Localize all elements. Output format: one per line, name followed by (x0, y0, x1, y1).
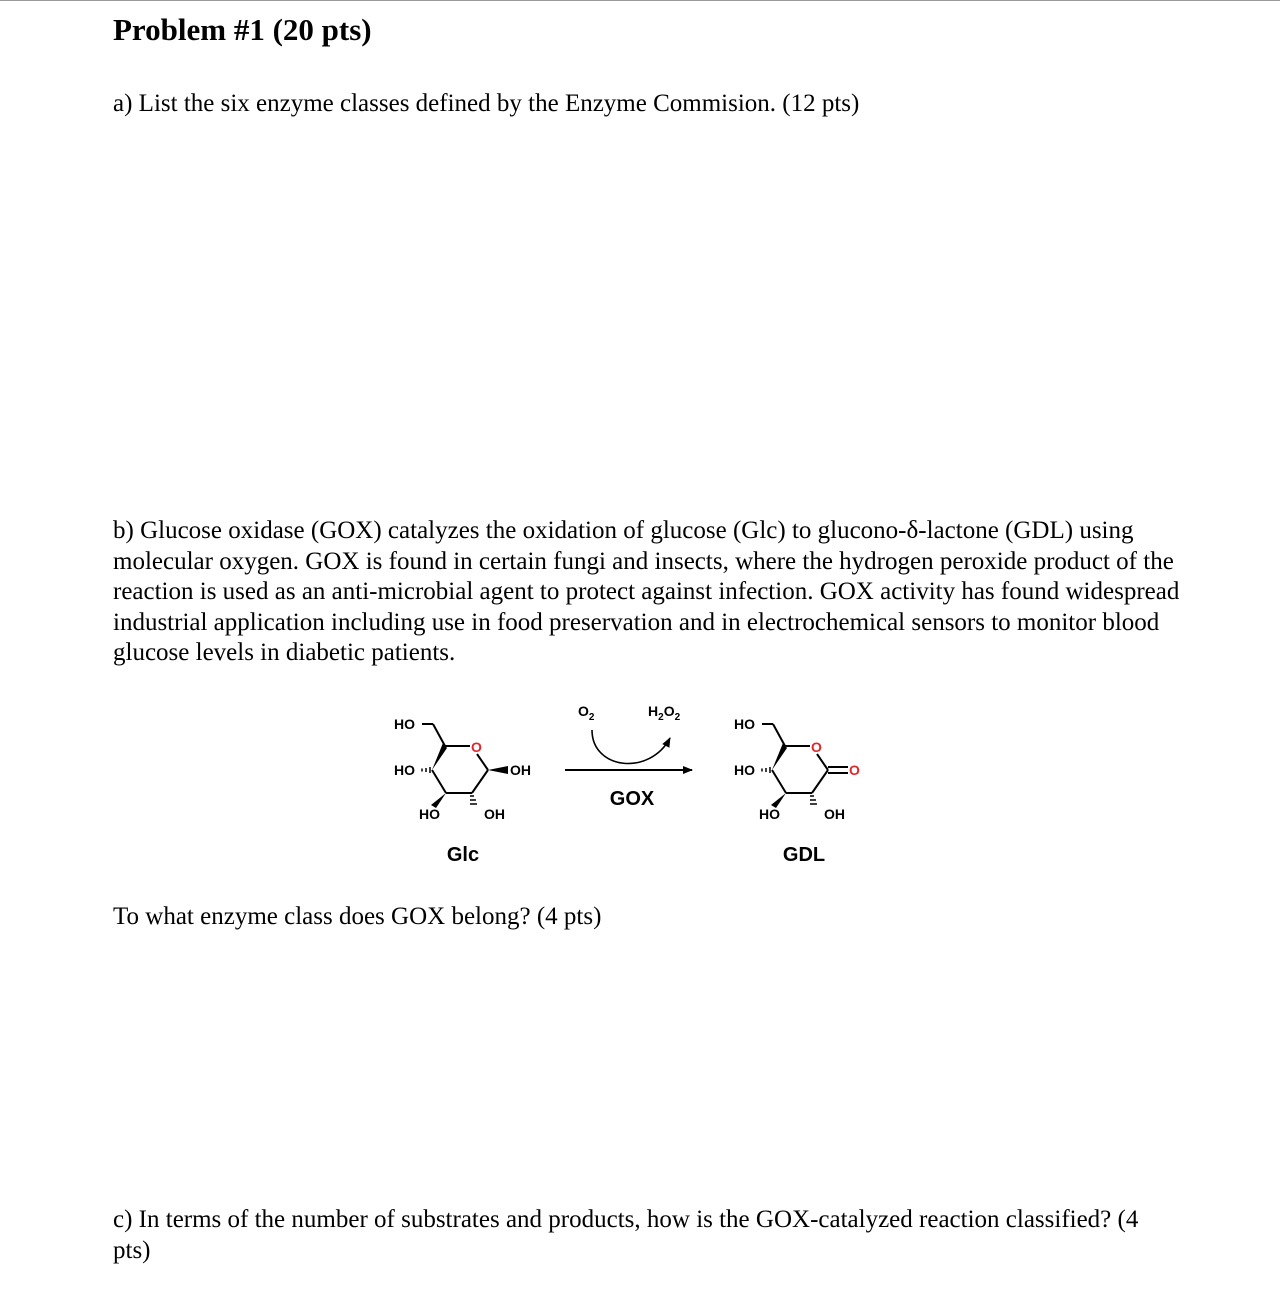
question-part-a: a) List the six enzyme classes defined by the Enzyme Commision. (12 pts) (113, 90, 860, 117)
curved-cosubstrate-arrow (592, 730, 670, 763)
gdl-hashed-bond (810, 796, 817, 804)
glucose-structure (394, 716, 531, 866)
h2o2-label: $H_2O_2$ (648, 703, 681, 723)
question-part-c: c) In terms of the number of substrates and products, how is the GOX-catalyzed reaction classified? (4 pts) (113, 1206, 1139, 1264)
gdl-ring-bond (812, 770, 828, 793)
glc-oh-c1-label: OH (510, 762, 531, 778)
gdl-ring-bond (772, 770, 786, 793)
question-part-b-class: To what enzyme class does GOX belong? (4 pts) (113, 903, 602, 930)
glc-ho-c3-label: HO (419, 806, 440, 822)
glc-hashed-bond (470, 796, 477, 804)
o2-label: $O_2$ (578, 703, 595, 723)
gdl-ch2-bond (773, 724, 785, 746)
question-part-b: b) Glucose oxidase (GOX) catalyzes the oxidation of glucose (Glc) to glucono-δ-lactone (GDL) using molecular oxygen. GOX is found in certain fungi and insects, where the hydrogen peroxide product of the reaction is used as an anti-microbial agent to protect against infection. GOX activity has found widespread industrial application including use in food preservation and in electrochemical sensors to monitor blood glucose levels in diabetic patients. (113, 517, 1180, 666)
gdl-hashed-bond (762, 767, 770, 773)
gdl-ho-c4-label: HO (734, 762, 755, 778)
reaction-arrow-group (565, 703, 692, 810)
gdl-carbonyl-o-label: O (849, 762, 860, 778)
gdl-ho-top-label: HO (734, 716, 755, 732)
gdl-ho-c3-label: HO (759, 806, 780, 822)
gdl-name-label: GDL (782, 844, 826, 866)
enzyme-label: GOX (609, 788, 655, 810)
glc-hashed-bond (422, 767, 430, 773)
glc-ring-bond (477, 754, 488, 770)
glc-ring-bond (472, 770, 488, 793)
gdl-ring-o-label: O (811, 739, 822, 755)
glc-oh-c2-label: OH (484, 806, 505, 822)
gdl-wedge-bond (772, 743, 787, 770)
glc-ch2-bond (433, 724, 445, 746)
glc-wedge-bond (432, 743, 447, 770)
glc-ho-c4-label: HO (394, 762, 415, 778)
glc-wedge-bond (488, 766, 508, 774)
glc-ho-top-label: HO (394, 716, 415, 732)
top-rule (0, 0, 1280, 1)
gdl-structure (734, 716, 860, 866)
glc-ring-bond (432, 770, 446, 793)
glc-ring-o-label: O (471, 739, 482, 755)
glc-name-label: Glc (446, 844, 480, 866)
problem-title: Problem #1 (20 pts) (113, 12, 372, 47)
reaction-scheme (380, 690, 880, 880)
gdl-ring-bond (817, 754, 828, 770)
gdl-oh-c2-label: OH (824, 806, 845, 822)
